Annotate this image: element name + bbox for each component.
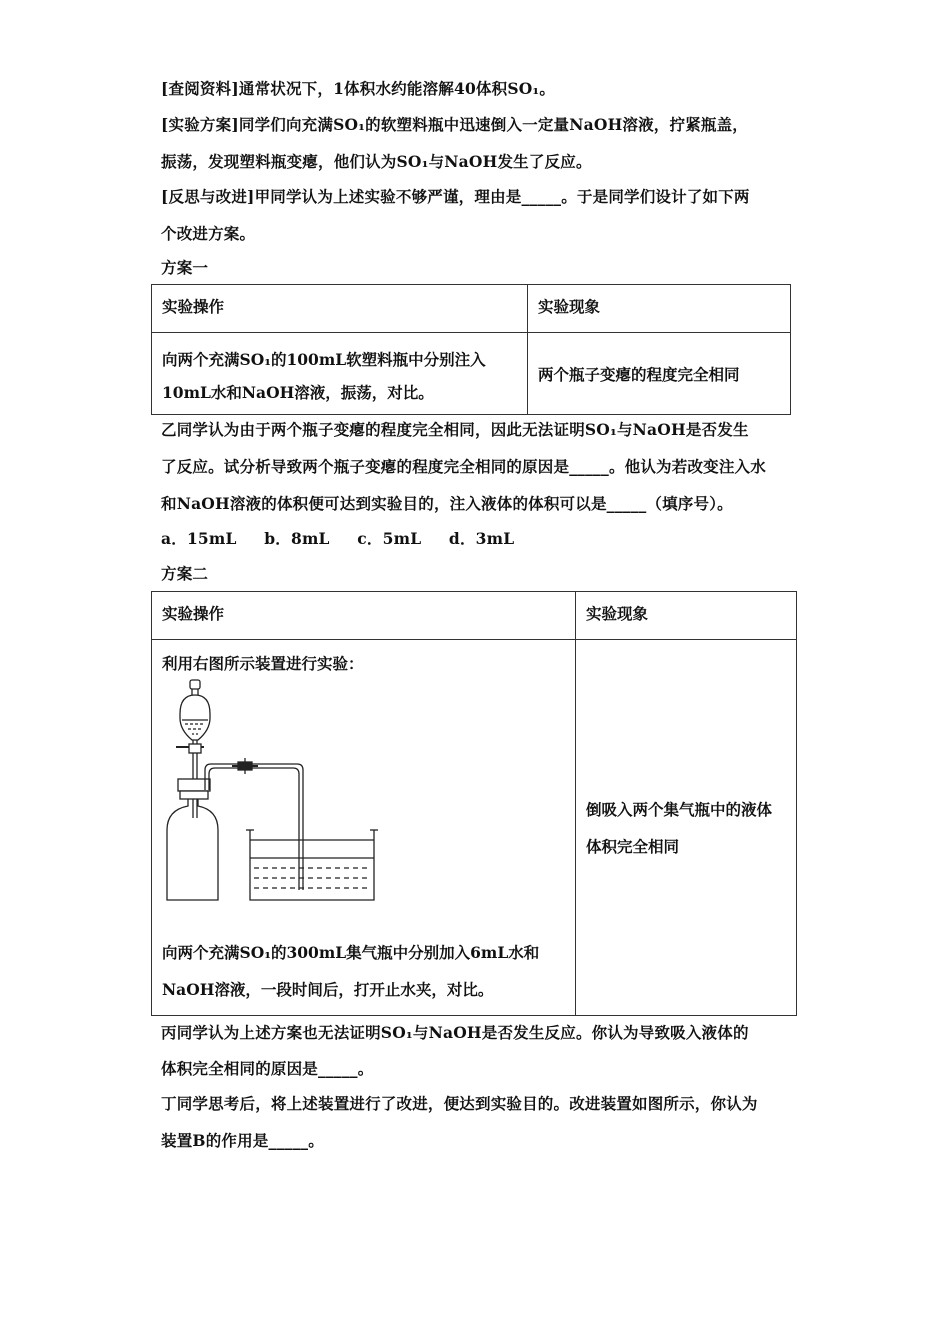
plan2-header-ph: 实验现象: [576, 592, 797, 640]
plan2-ph-line2: 体积完全相同: [586, 836, 680, 856]
plan1-title: 方案一: [161, 258, 209, 277]
plan2-op-intro: 利用右图所示装置进行实验：: [162, 654, 364, 673]
plan2-ph-line1: 倒吸入两个集气瓶中的液体: [586, 799, 773, 819]
plan1-table: [151, 284, 791, 415]
plan1-op-line2: 10mL水和NaOH溶液，振荡，对比。: [162, 383, 434, 402]
plan2-op-line2: NaOH溶液，一段时间后，打开止水夹，对比。: [162, 980, 494, 999]
para-reflect-cont: 个改进方案。: [161, 224, 256, 243]
para-ding-cont: 装置B的作用是_____。: [161, 1131, 324, 1150]
plan1-phenomenon: 两个瓶子变瘪的程度完全相同: [528, 333, 791, 415]
plan2-ph-cell: [576, 640, 797, 1016]
para-reflect: [反思与改进]甲同学认为上述实验不够严谨，理由是_____。于是同学们设计了如下两: [161, 187, 750, 206]
para-lookup: [查阅资料]通常状况下，1体积水约能溶解40体积SO₁。: [161, 79, 556, 98]
plan2-op-line1: 向两个充满SO₁的300mL集气瓶中分别加入6mL水和: [162, 943, 540, 962]
para-bing: 丙同学认为上述方案也无法证明SO₁与NaOH是否发生反应。你认为导致吸入液体的: [161, 1023, 749, 1042]
para-plan-cont: 振荡，发现塑料瓶变瘪，他们认为SO₁与NaOH发生了反应。: [161, 152, 592, 171]
plan2-op-cell: [152, 640, 576, 1016]
para-bing-cont: 体积完全相同的原因是_____。: [161, 1059, 374, 1078]
option-b: b．8mL: [264, 529, 330, 548]
para-yi-cont2: 和NaOH溶液的体积便可达到实验目的，注入液体的体积可以是_____（填序号）。: [161, 494, 733, 513]
option-a: a．15mL: [161, 529, 237, 548]
plan1-op-line1: 向两个充满SO₁的100mL软塑料瓶中分别注入: [162, 350, 486, 369]
option-d: d．3mL: [448, 529, 515, 548]
plan1-op-cell: [152, 333, 528, 415]
para-ding: 丁同学思考后，将上述装置进行了改进，便达到实验目的。改进装置如图所示，你认为: [161, 1094, 758, 1113]
plan2-table: [151, 591, 797, 1016]
para-yi-cont: 了反应。试分析导致两个瓶子变瘪的程度完全相同的原因是_____。他认为若改变注入水: [161, 457, 766, 476]
option-c: c．5mL: [357, 529, 422, 548]
apparatus-drawing: [162, 678, 387, 926]
plan1-header-op: 实验操作: [152, 285, 528, 333]
para-plan: [实验方案]同学们向充满SO₁的软塑料瓶中迅速倒入一定量NaOH溶液，拧紧瓶盖，: [161, 115, 749, 134]
plan2-header-op: 实验操作: [152, 592, 576, 640]
options-row: [161, 527, 536, 549]
plan2-title: 方案二: [161, 564, 209, 583]
plan1-header-ph: 实验现象: [528, 285, 791, 333]
apparatus-figure: [162, 678, 565, 926]
para-yi: 乙同学认为由于两个瓶子变瘪的程度完全相同，因此无法证明SO₁与NaOH是否发生: [161, 420, 749, 439]
